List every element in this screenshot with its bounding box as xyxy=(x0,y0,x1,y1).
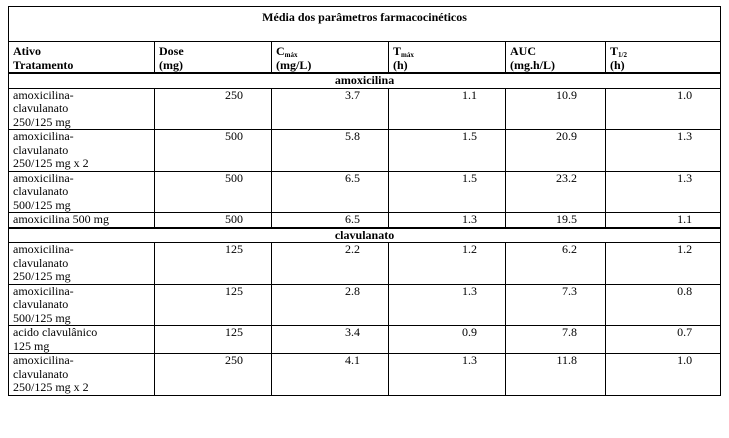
treatment-line: clavulanato xyxy=(13,366,69,381)
cell-dose: 500 xyxy=(155,171,272,213)
treatment-line: amoxicilina- xyxy=(13,242,74,256)
cell-dose: 250 xyxy=(155,88,272,130)
treatment-line: 250/125 mg xyxy=(13,269,71,283)
table-row xyxy=(9,284,721,326)
header-auc-unit: (mg.h/L) xyxy=(506,59,606,74)
cell-treatment xyxy=(9,243,155,285)
cell-cmax: 6.5 xyxy=(272,213,389,228)
treatment-line: amoxicilina- xyxy=(13,129,74,143)
header-tmax-unit: (h) xyxy=(389,59,506,74)
header-auc: AUC xyxy=(506,42,606,59)
cell-auc: 23.2 xyxy=(506,171,606,213)
cell-tmax: 1.3 xyxy=(389,213,506,228)
cell-dose: 250 xyxy=(155,354,272,396)
table-title: Média dos parâmetros farmacocinéticos xyxy=(9,7,721,42)
cell-auc: 7.8 xyxy=(506,326,606,354)
cell-t12: 0.7 xyxy=(606,326,721,354)
treatment-line: amoxicilina 500 mg xyxy=(13,212,109,226)
table-title-row xyxy=(9,7,721,42)
table-row xyxy=(9,354,721,396)
treatment-line: clavulanato xyxy=(13,142,69,157)
table-row xyxy=(9,243,721,285)
header-cmax: $C_{máx}$ xyxy=(272,42,389,59)
pk-table-container xyxy=(8,6,720,396)
treatment-line: clavulanato xyxy=(13,297,69,311)
cell-tmax: 1.2 xyxy=(389,243,506,285)
treatment-line: amoxicilina- xyxy=(13,353,74,367)
treatment-line: clavulanato xyxy=(13,101,69,115)
header-row-bottom xyxy=(9,59,721,74)
pharmacokinetics-table xyxy=(8,6,721,396)
cell-t12: 1.2 xyxy=(606,243,721,285)
table-row xyxy=(9,88,721,130)
cell-dose: 125 xyxy=(155,243,272,285)
cell-cmax: 2.2 xyxy=(272,243,389,285)
group-row xyxy=(9,228,721,243)
cell-t12: 1.3 xyxy=(606,171,721,213)
cell-dose: 500 xyxy=(155,213,272,228)
cell-auc: 10.9 xyxy=(506,88,606,130)
table-row xyxy=(9,171,721,213)
cell-t12: 1.3 xyxy=(606,130,721,172)
cell-t12: 1.0 xyxy=(606,354,721,396)
cell-tmax: 1.1 xyxy=(389,88,506,130)
cell-treatment xyxy=(9,130,155,172)
cell-auc: 6.2 xyxy=(506,243,606,285)
header-t-half: $T_{1/2}$ xyxy=(606,42,721,59)
header-tmax: $T_{máx}$ xyxy=(389,42,506,59)
treatment-line: clavulanato xyxy=(13,184,69,198)
cell-treatment xyxy=(9,354,155,396)
cell-treatment xyxy=(9,326,155,354)
cell-tmax: 1.5 xyxy=(389,130,506,172)
cell-tmax: 1.3 xyxy=(389,284,506,326)
cell-tmax: 1.5 xyxy=(389,171,506,213)
cell-t12: 1.1 xyxy=(606,213,721,228)
treatment-line: 250/125 mg xyxy=(13,114,71,129)
treatment-line: amoxicilina- xyxy=(13,170,74,185)
cell-dose: 125 xyxy=(155,284,272,326)
treatment-line: 250/125 mg x 2 xyxy=(13,156,89,170)
cell-cmax: 6.5 xyxy=(272,171,389,213)
treatment-line: 125 mg xyxy=(13,338,50,353)
header-row-top xyxy=(9,42,721,59)
cell-cmax: 3.7 xyxy=(272,88,389,130)
group-label: clavulanato xyxy=(9,228,721,243)
group-row xyxy=(9,73,721,88)
header-ativo: Ativo xyxy=(9,42,155,59)
treatment-line: acido clavulânico xyxy=(13,325,98,339)
cell-auc: 7.3 xyxy=(506,284,606,326)
cell-treatment xyxy=(9,88,155,130)
treatment-line: 500/125 mg xyxy=(13,310,71,325)
cell-t12: 1.0 xyxy=(606,88,721,130)
treatment-line: 250/125 mg x 2 xyxy=(13,380,89,394)
cell-cmax: 4.1 xyxy=(272,354,389,396)
cell-cmax: 3.4 xyxy=(272,326,389,354)
header-tratamento: Tratamento xyxy=(9,59,155,74)
treatment-line: amoxicilina- xyxy=(13,283,74,298)
table-row xyxy=(9,213,721,228)
cell-auc: 11.8 xyxy=(506,354,606,396)
cell-auc: 20.9 xyxy=(506,130,606,172)
cell-treatment xyxy=(9,171,155,213)
table-row xyxy=(9,326,721,354)
cell-tmax: 0.9 xyxy=(389,326,506,354)
treatment-line: 500/125 mg xyxy=(13,197,71,212)
cell-dose: 500 xyxy=(155,130,272,172)
header-cmax-unit: (mg/L) xyxy=(272,59,389,74)
header-t-half-unit: (h) xyxy=(606,59,721,74)
cell-treatment xyxy=(9,213,155,228)
cell-dose: 125 xyxy=(155,326,272,354)
header-dose-unit: (mg) xyxy=(155,59,272,74)
cell-tmax: 1.3 xyxy=(389,354,506,396)
cell-treatment xyxy=(9,284,155,326)
group-label: amoxicilina xyxy=(9,73,721,88)
treatment-line: clavulanato xyxy=(13,255,69,270)
cell-cmax: 5.8 xyxy=(272,130,389,172)
cell-auc: 19.5 xyxy=(506,213,606,228)
cell-t12: 0.8 xyxy=(606,284,721,326)
table-row xyxy=(9,130,721,172)
header-dose: Dose xyxy=(155,42,272,59)
cell-cmax: 2.8 xyxy=(272,284,389,326)
treatment-line: amoxicilina- xyxy=(13,87,74,102)
